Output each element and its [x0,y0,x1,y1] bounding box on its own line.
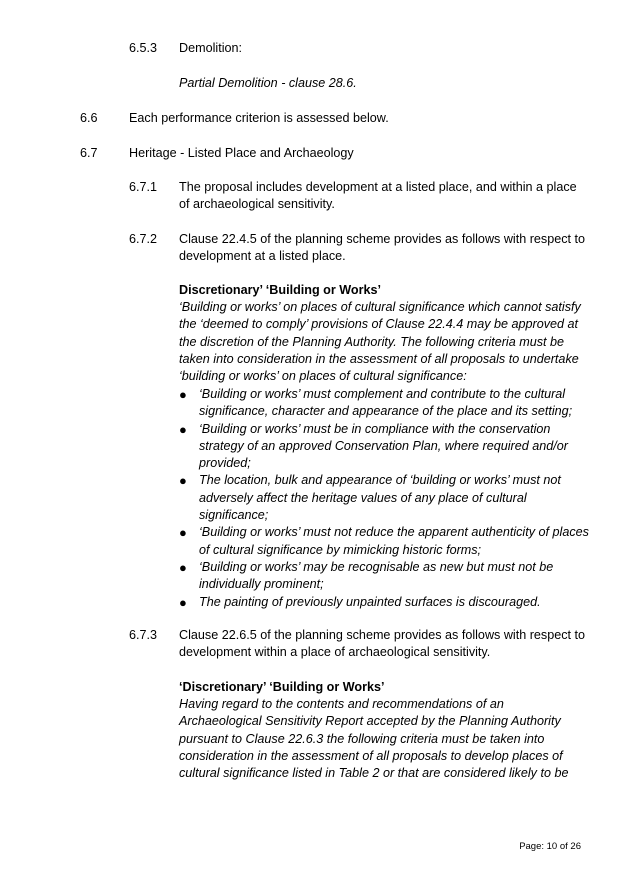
list-item: ● ‘Building or works’ may be recognisable as new but must not be individually prominent; [179,559,554,592]
quote-heading-discretionary-archaeology: ‘Discretionary’ ‘Building or Works’ [179,680,385,694]
list-item: ● ‘Building or works’ must complement and contribute to the cultural significance, character and appearance of the place and its setting; [179,387,573,419]
page-number: Page: 10 of 26 [519,841,581,852]
list-item: ● ‘Building or works’ must be in compliance with the conservation strategy of an approved Conservation Plan, where required and/or provided; [179,421,568,471]
section-number-6-7-1: 6.7.1 [129,180,158,194]
section-title-demolition: Demolition: [179,41,242,55]
section-text-6-6: Each performance criterion is assessed below. [129,111,389,125]
list-item: ● The location, bulk and appearance of ‘building or works’ must not adversely affect the heritage values of any place of cultural significance; [179,473,561,523]
quote-intro-archaeology: Having regard to the contents and recommendations of an Archaeological Sensitivity Report accepted by the Planning Authority pursuant to Clause 22.6.3 the following criteria must be taken into consideration in the assessment of all proposals to develop places of cultural significance listed in Table 2 or that are considered likely to be [179,697,569,781]
section-number-6-5-3: 6.5.3 [129,41,158,55]
section-number-6-6: 6.6 [80,111,98,125]
section-text-6-7: Heritage - Listed Place and Archaeology [129,146,354,160]
bullet-icon: ● [179,421,187,437]
section-text-6-7-1: The proposal includes development at a listed place, and within a place of archaeological sensitivity. [179,180,577,212]
bullet-icon: ● [179,387,187,402]
bullet-icon: ● [179,473,187,489]
section-number-6-7: 6.7 [80,146,98,160]
section-text-6-7-3: Clause 22.6.5 of the planning scheme provides as follows with respect to development within a place of archaeological sensitivity. [179,628,586,660]
bullet-icon: ● [179,594,187,610]
partial-demolition-detail: Partial Demolition - clause 28.6. [179,76,357,90]
quote-heading-discretionary-building-works: Discretionary’ ‘Building or Works’ [179,283,382,297]
list-item: ● ‘Building or works’ must not reduce the apparent authenticity of places of cultural significance by mimicking historic forms; [179,525,589,557]
criteria-bullet-list [179,386,589,611]
section-number-6-7-3: 6.7.3 [129,628,158,642]
quote-intro-listed-place: ‘Building or works’ on places of cultural significance which cannot satisfy the ‘deemed to comply’ provisions of Clause 22.4.4 may be approved at the discretion of the Planning Authority. The following criteria must be taken into consideration in the assessment of all proposals to undertake ‘building or works’ on places of cultural significance: [179,300,581,384]
bullet-icon: ● [179,559,187,575]
list-item: ● The painting of previously unpainted surfaces is discouraged. [179,594,541,610]
section-number-6-7-2: 6.7.2 [129,232,158,246]
section-text-6-7-2: Clause 22.4.5 of the planning scheme provides as follows with respect to development at a listed place. [179,232,586,264]
bullet-icon: ● [179,525,187,541]
